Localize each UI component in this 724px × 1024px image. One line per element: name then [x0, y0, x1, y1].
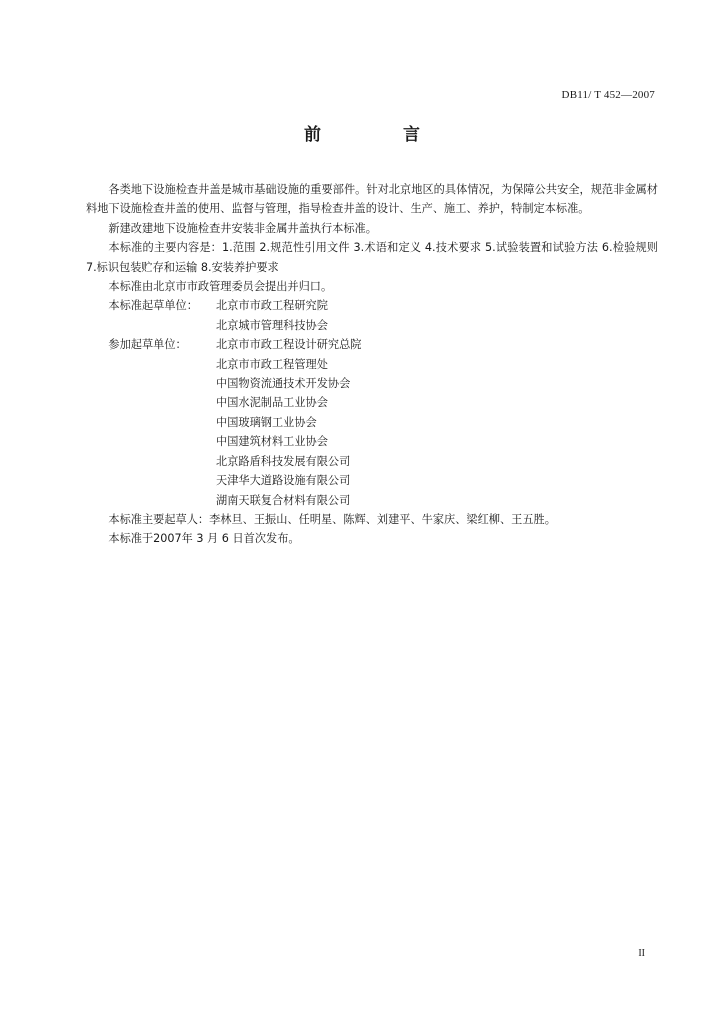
- participating-unit: 湖南天联复合材料有限公司: [216, 493, 351, 507]
- participating-unit-row: [86, 491, 658, 510]
- participating-unit-row: [86, 471, 658, 490]
- page-title: 前 言: [304, 125, 458, 145]
- participating-units-label: 参加起草单位：: [108, 338, 187, 352]
- foreword-body: [86, 180, 658, 549]
- paragraph-scope: 新建改建地下设施检查井安装非金属井盖执行本标准。: [108, 221, 377, 235]
- paragraph-release-date: 本标准于2007年 3 月 6 日首次发布。: [108, 532, 300, 546]
- participating-unit-row: [86, 374, 658, 393]
- participating-unit: 北京市市政工程管理处: [216, 357, 328, 371]
- participating-unit: 中国玻璃钢工业协会: [216, 415, 317, 429]
- lead-unit-row: [86, 296, 658, 315]
- paragraph-drafters: 本标准主要起草人：李林旦、王振山、任明星、陈辉、刘建平、牛家庆、梁红柳、王五胜。: [108, 512, 556, 526]
- participating-unit: 中国水泥制品工业协会: [216, 396, 328, 410]
- paragraph-proposer: 本标准由北京市市政管理委员会提出并归口。: [108, 280, 333, 294]
- page-number: II: [638, 948, 645, 959]
- participating-unit-row: [86, 355, 658, 374]
- participating-unit: 中国建筑材料工业协会: [216, 435, 328, 449]
- participating-unit: 中国物资流通技术开发协会: [216, 377, 351, 391]
- lead-unit: 北京城市管理科技协会: [216, 318, 328, 332]
- standard-code: DB11/ T 452—2007: [561, 89, 655, 101]
- participating-unit-row: [86, 335, 658, 354]
- participating-unit: 北京路盾科技发展有限公司: [216, 454, 351, 468]
- participating-unit-row: [86, 452, 658, 471]
- lead-units-label: 本标准起草单位：: [108, 299, 198, 313]
- paragraph-purpose: 各类地下设施检查井盖是城市基础设施的重要部件。针对北京地区的具体情况，为保障公共安全，规范非金属材料地下设施检查井盖的使用、监督与管理，指导检查井盖的设计、生产、施工、养护，特制定本标准。: [86, 183, 658, 216]
- participating-unit-row: [86, 393, 658, 412]
- participating-unit: 天津华大道路设施有限公司: [216, 474, 351, 488]
- lead-unit-row: [86, 316, 658, 335]
- participating-unit-row: [86, 413, 658, 432]
- participating-unit-row: [86, 432, 658, 451]
- lead-unit: 北京市市政工程研究院: [216, 299, 328, 313]
- participating-unit: 北京市市政工程设计研究总院: [216, 338, 362, 352]
- paragraph-contents: 本标准的主要内容是：1.范围 2.规范性引用文件 3.术语和定义 4.技术要求 5.试验装置和试验方法 6.检验规则 7.标识包装贮存和运输 8.安装养护要求: [86, 241, 658, 274]
